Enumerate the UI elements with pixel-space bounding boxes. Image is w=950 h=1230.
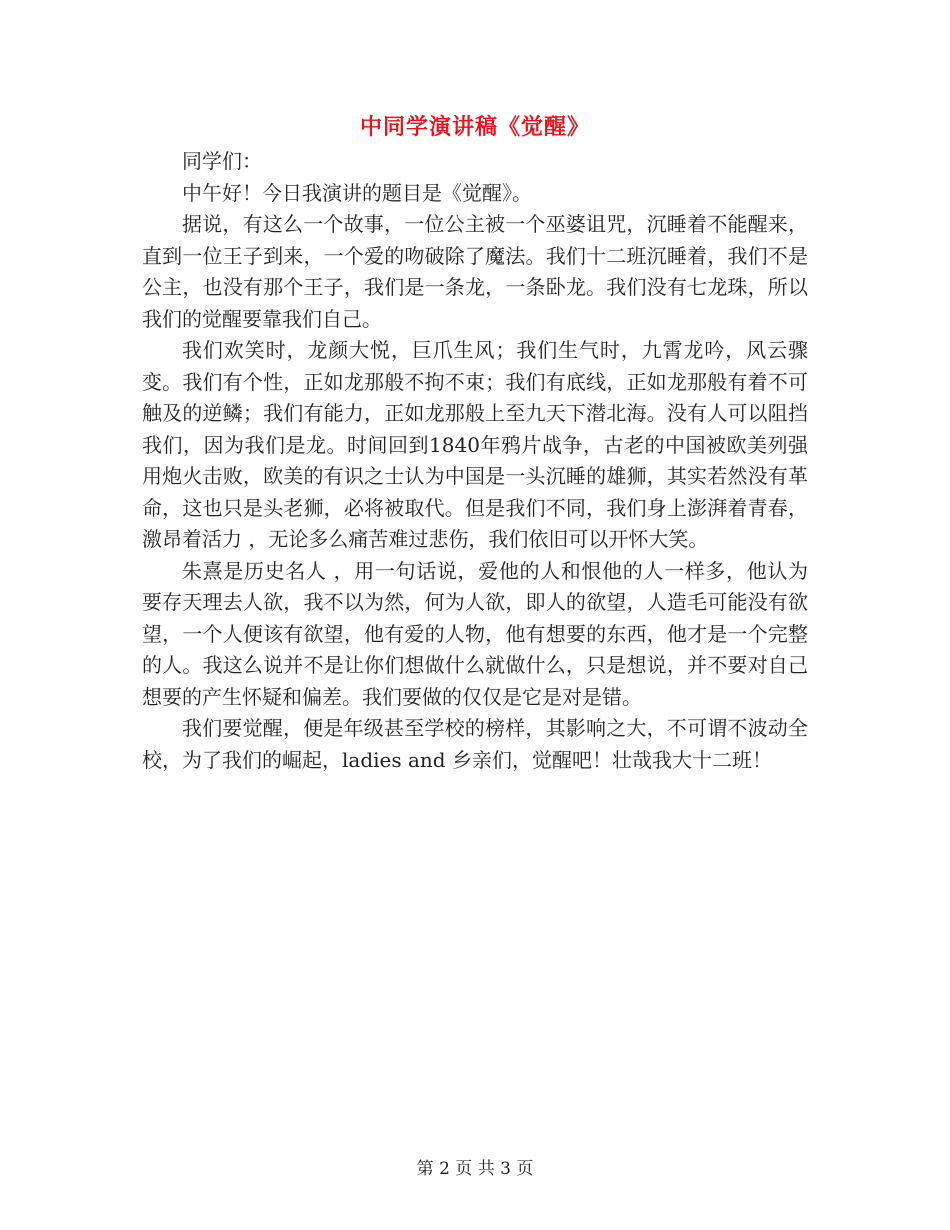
paragraph-intro: 中午好！今日我演讲的题目是《觉醒》。 xyxy=(182,180,532,205)
paragraph-story: 据说，有这么一个故事，一位公主被一个巫婆诅咒，沉睡着不能醒来，直到一位王子到来，一个爱的吻破除了魔法。我们十二班沉睡着，我们不是公主，也没有那个王子，我们是一条龙，一条卧龙。我们没有七龙珠，所以我们的觉醒要靠我们自己。 xyxy=(142,212,808,331)
paragraph-greeting: 同学们： xyxy=(182,149,262,173)
document-title: 中同学演讲稿《觉醒》 xyxy=(359,114,590,140)
document-body xyxy=(142,146,808,776)
page-number-footer: 第 2 页 共 3 页 xyxy=(416,1159,534,1179)
paragraph-zhuxi: 朱熹是历史名人 ，用一句话说，爱他的人和恨他的人一样多，他认为要存天理去人欲，我不以为然，何为人欲，即人的欲望，人造毛可能没有欲望，一个人便该有欲望，他有爱的人物，他有想要的东西，他才是一个完整的人。我这么说并不是让你们想做什么就做什么，只是想说，并不要对自己想要的产生怀疑和偏差。我们要做的仅仅是它是对是错。 xyxy=(142,558,808,709)
paragraph-conclusion: 我们要觉醒，便是年级甚至学校的榜样，其影响之大，不可谓不波动全校，为了我们的崛起，ladies and 乡亲们，觉醒吧！壮哉我大十二班！ xyxy=(142,716,808,772)
paragraph-dragon: 我们欢笑时，龙颜大悦，巨爪生风；我们生气时，九霄龙吟，风云骤变。我们有个性，正如龙那般不拘不束；我们有底线，正如龙那般有着不可触及的逆鳞；我们有能力，正如龙那般上至九天下潜北海。没有人可以阻挡我们，因为我们是龙。时间回到1840年鸦片战争，古老的中国被欧美列强用炮火击败，欧美的有识之士认为中国是一头沉睡的雄狮，其实若然没有革命，这也只是头老狮，必将被取代。但是我们不同，我们身上澎湃着青春，激昂着活力 ，无论多么痛苦难过悲伤，我们依旧可以开怀大笑。 xyxy=(142,338,808,551)
